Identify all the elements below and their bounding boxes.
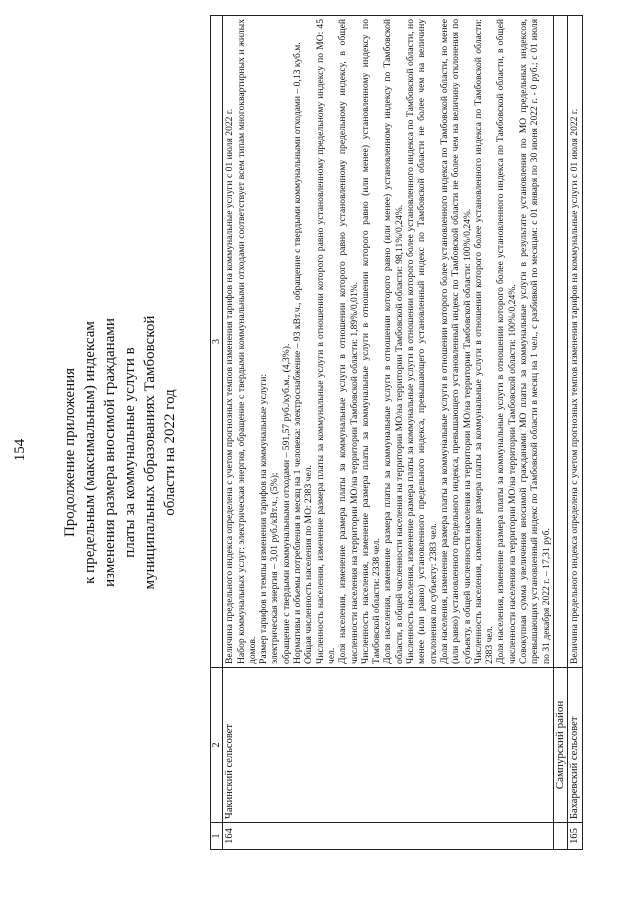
description-line: Доля населения, изменение размера платы за коммунальные услуги в отношении которого более установленного индекса по Тамбовской области, в общей численности населения на территории МО/на территории Тамбовской области: 100%/0,24%. xyxy=(495,19,518,664)
region-spacer xyxy=(553,16,567,668)
row-description xyxy=(223,16,554,668)
column-header: 3 xyxy=(211,16,223,668)
municipality-name: Чакинский сельсовет xyxy=(223,668,554,823)
description-line: Величина предельного индекса определена с учетом прогнозных темпов изменения тарифов на коммунальные услуги с 01 июля 2022 г. xyxy=(224,108,236,664)
region-name: Сампурский район xyxy=(553,668,567,823)
column-header: 1 xyxy=(211,823,223,850)
region-row xyxy=(553,16,567,850)
description-line: электрическая энергия – 3,01 руб./кВт.ч., (5%); xyxy=(269,472,281,664)
description-line: Доля населения, изменение размера платы за коммунальные услуги в отношении которого равно (или менее) установленному индексу по Тамбовской области, в общей численности населения на территории МО/на территории Тамбовской области: 98,11%/0,24%. xyxy=(382,19,405,664)
heading-line: области на 2022 год xyxy=(162,389,178,516)
heading-line: муниципальных образованиях Тамбовской xyxy=(142,315,158,590)
table-row xyxy=(568,16,582,850)
description-line: Доля населения, изменение размера платы за коммунальные услуги в отношении которого более установленного индекса по Тамбовской области, но менее (или равно) установленного предельного индекса, превышающего установленный индекс по Тамбовской области не более чем на величину отклонения по субъекту, в общей численности населения на территории МО/на территории Тамбовской области: 100%/0,24%. xyxy=(438,19,473,664)
heading-line: платы за коммунальные услуги в xyxy=(122,347,138,558)
heading-line: Продолжение приложения xyxy=(62,367,78,538)
row-description xyxy=(568,16,582,668)
description-line: Доля населения, изменение размера платы за коммунальные услуги в отношении которого равно установленному предельному индексу, в общей численности населения на территории МО/на территории Тамбовской области: 1,89%/0,01%. xyxy=(337,19,360,664)
index-table xyxy=(210,15,583,850)
description-line: Общая численность населения по МО: 2383 чел. xyxy=(303,465,315,664)
description-line: Совокупная сумма увеличения вносимой гражданами МО платы за коммунальные услуги в результате установления по МО предельных индексов, превышающих установленный индекс по Тамбовской области в месяц на 1 чел., с разбивкой по месяцам: с 01 января по 30 июня 2022 г. - 0 руб.; с 01 июля по 31 декабря 2022 г. – 17,31 руб. xyxy=(518,19,552,664)
table-row xyxy=(223,16,554,850)
row-number: 165 xyxy=(568,823,582,850)
description-line: обращение с твердыми коммунальными отходами – 591,57 руб./куб.м., (4,3%). xyxy=(280,343,292,664)
heading-line: изменения размера вносимой гражданами xyxy=(102,318,118,587)
description-line: Численность населения, изменение размера платы за коммунальные услуги в отношении которого более установленного индекса по Тамбовской области, но менее (или равно) установленного предельного индекса, превышающего установленный индекс по Тамбовской области не более чем на величину отклонения по субъекту: 2383 чел. xyxy=(405,19,439,664)
description-line: Нормативы и объемы потребления в месяц на 1 человека: электроснабжение – 93 кВт.ч., обращение с твердыми коммунальными отходами – 0,13 куб.м. xyxy=(292,42,304,664)
description-line: Размер тарифов и темпы изменения тарифов на коммунальные услуги: xyxy=(258,373,270,664)
description-line: Величина предельного индекса определена с учетом прогнозных темпов изменения тарифов на коммунальные услуги с 01 июля 2022 г. xyxy=(569,108,581,664)
heading-line: к предельным (максимальным) индексам xyxy=(82,321,98,584)
municipality-name: Бахаревский сельсовет xyxy=(568,668,582,823)
region-spacer xyxy=(553,823,567,850)
page-number: 154 xyxy=(12,438,28,462)
description-line: Численность населения, изменение размера платы за коммунальные услуги в отношении которого равно (или менее) установленному индексу по Тамбовской области: 2338 чел. xyxy=(359,19,383,664)
description-line: Набор коммунальных услуг: электрическая энергия, обращение с твердыми коммунальными отходами соответствует всем типам многоквартирных и жилых домов. xyxy=(235,19,258,664)
appendix-heading xyxy=(60,0,180,905)
row-number: 164 xyxy=(223,823,554,850)
column-header: 2 xyxy=(211,668,223,823)
description-line: Численность населения, изменение размера платы за коммунальные услуги в отношении которого более установленного индекса по Тамбовской области: 2383 чел. xyxy=(472,19,496,664)
table-header-row xyxy=(211,16,223,850)
description-line: Численность населения, изменение размера платы за коммунальные услуги в отношении которого равно установленному предельному индексу по МО: 45 чел. xyxy=(314,19,337,664)
